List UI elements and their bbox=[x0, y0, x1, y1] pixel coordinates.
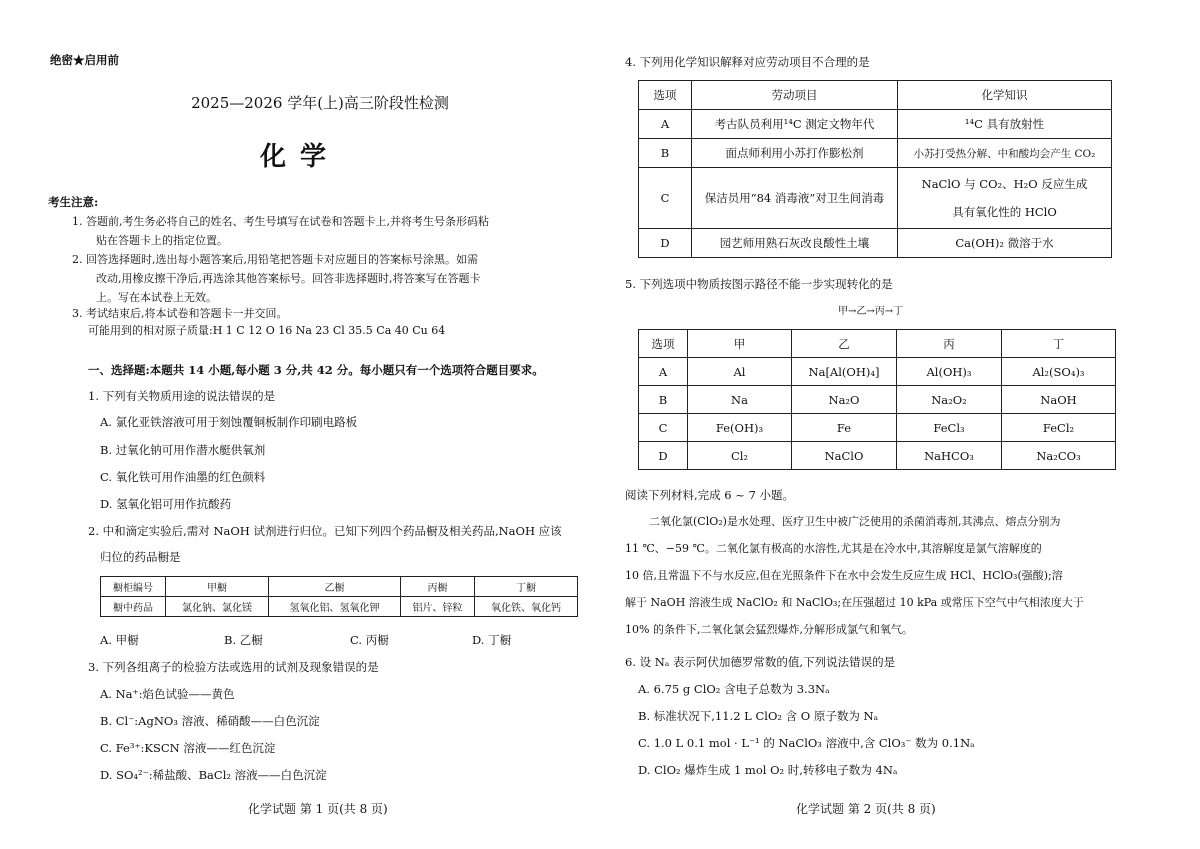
question-4: 4. 下列用化学知识解释对应劳动项目不合理的是 bbox=[625, 55, 870, 69]
q6-option-c: C. 1.0 L 0.1 mol · L⁻¹ 的 NaClO₃ 溶液中,含 ClO₃⁻ 数为 0.1Nₐ bbox=[638, 736, 975, 750]
t5-cell: FeCl₂ bbox=[1002, 414, 1116, 442]
notice-line: 1. 答题前,考生务必将自己的姓名、考生号填写在试卷和答题卡上,并将考生号条形码粘 bbox=[72, 215, 489, 228]
question-6: 6. 设 Nₐ 表示阿伏加德罗常数的值,下列说法错误的是 bbox=[625, 655, 896, 669]
q3-option-d: D. SO₄²⁻:稀盐酸、BaCl₂ 溶液——白色沉淀 bbox=[100, 768, 327, 782]
page-footer-left: 化学试题 第 1 页(共 8 页) bbox=[248, 802, 388, 816]
passage-line: 11 ℃、−59 ℃。二氧化氯有极高的水溶性,尤其是在冷水中,其溶解度是氯气溶解度的 bbox=[625, 542, 1042, 555]
t4-cell: 面点师利用小苏打作膨松剂 bbox=[692, 139, 898, 168]
t4-cell: C bbox=[639, 168, 692, 229]
question-1: 1. 下列有关物质用途的说法错误的是 bbox=[88, 389, 276, 403]
t5-cell: Na[Al(OH)₄] bbox=[792, 358, 897, 386]
cabinet-header: 甲橱 bbox=[166, 577, 269, 597]
notice-title: 考生注意: bbox=[48, 195, 99, 209]
q3-option-a: A. Na⁺:焰色试验——黄色 bbox=[100, 687, 235, 701]
t4-header: 化学知识 bbox=[898, 81, 1112, 110]
t4-cell: B bbox=[639, 139, 692, 168]
passage-line: 解于 NaOH 溶液生成 NaClO₂ 和 NaClO₃;在压强超过 10 kPa 或常压下空气中气相浓度大于 bbox=[625, 596, 1084, 609]
t4-cell: 考古队员利用¹⁴C 测定文物年代 bbox=[692, 110, 898, 139]
conversion-table bbox=[638, 329, 1116, 470]
t4-cell: D bbox=[639, 229, 692, 258]
t5-cell: D bbox=[639, 442, 688, 470]
cabinet-cell: 氧化铁、氧化钙 bbox=[474, 597, 577, 617]
t5-cell: B bbox=[639, 386, 688, 414]
q6-option-d: D. ClO₂ 爆炸生成 1 mol O₂ 时,转移电子数为 4Nₐ bbox=[638, 763, 898, 777]
cabinet-cell: 氯化钠、氯化镁 bbox=[166, 597, 269, 617]
t5-cell: Na₂CO₃ bbox=[1002, 442, 1116, 470]
q2-option-b: B. 乙橱 bbox=[224, 633, 263, 647]
notice-line: 2. 回答选择题时,选出每小题答案后,用铅笔把答题卡对应题目的答案标号涂黑。如需 bbox=[72, 253, 478, 266]
cabinet-cell: 铝片、锌粒 bbox=[401, 597, 475, 617]
subject-title: 化学 bbox=[259, 142, 340, 172]
t5-header: 丙 bbox=[897, 330, 1002, 358]
passage-line: 二氧化氯(ClO₂)是水处理、医疗卫生中被广泛使用的杀菌消毒剂,其沸点、熔点分别为 bbox=[649, 515, 1061, 528]
t4-cell: 保洁员用“84 消毒液”对卫生间消毒 bbox=[692, 168, 898, 229]
t5-cell: NaClO bbox=[792, 442, 897, 470]
passage-line: 10 倍,且常温下不与水反应,但在光照条件下在水中会发生反应生成 HCl、HClO₃(强酸);溶 bbox=[625, 569, 1063, 582]
notice-line: 3. 考试结束后,将本试卷和答题卡一并交回。 bbox=[72, 307, 288, 320]
t4-cell: A bbox=[639, 110, 692, 139]
notice-line: 贴在答题卡上的指定位置。 bbox=[96, 234, 228, 247]
question-2-cont: 归位的药品橱是 bbox=[100, 550, 181, 564]
cabinet-header: 丙橱 bbox=[401, 577, 475, 597]
t4-cell: Ca(OH)₂ 微溶于水 bbox=[898, 229, 1112, 258]
question-3: 3. 下列各组离子的检验方法或选用的试剂及现象错误的是 bbox=[88, 660, 379, 674]
t4-cell: 小苏打受热分解、中和酸均会产生 CO₂ bbox=[898, 139, 1112, 168]
cabinet-table bbox=[100, 576, 578, 617]
t4-cell: ¹⁴C 具有放射性 bbox=[898, 110, 1112, 139]
cabinet-header: 橱柜编号 bbox=[101, 577, 166, 597]
q6-option-b: B. 标准状况下,11.2 L ClO₂ 含 O 原子数为 Nₐ bbox=[638, 709, 879, 723]
t5-cell: Cl₂ bbox=[688, 442, 792, 470]
t5-cell: Fe(OH)₃ bbox=[688, 414, 792, 442]
t4-cell-line: NaClO 与 CO₂、H₂O 反应生成 bbox=[921, 177, 1088, 191]
cabinet-header: 丁橱 bbox=[474, 577, 577, 597]
t5-cell: A bbox=[639, 358, 688, 386]
t5-cell: NaHCO₃ bbox=[897, 442, 1002, 470]
t5-cell: C bbox=[639, 414, 688, 442]
conversion-path: 甲→乙→丙→丁 bbox=[838, 306, 904, 317]
t5-header: 选项 bbox=[639, 330, 688, 358]
q1-option-c: C. 氧化铁可用作油墨的红色颜料 bbox=[100, 470, 266, 484]
t4-header: 劳动项目 bbox=[692, 81, 898, 110]
t5-cell: FeCl₃ bbox=[897, 414, 1002, 442]
t5-header: 甲 bbox=[688, 330, 792, 358]
cabinet-cell: 氢氧化铝、氢氧化钾 bbox=[269, 597, 401, 617]
exam-title: 2025—2026 学年(上)高三阶段性检测 bbox=[191, 94, 449, 112]
section-heading: 一、选择题:本题共 14 小题,每小题 3 分,共 42 分。每小题只有一个选项符合题目要求。 bbox=[88, 363, 544, 377]
t5-cell: Al₂(SO₄)₃ bbox=[1002, 358, 1116, 386]
q2-option-a: A. 甲橱 bbox=[100, 633, 139, 647]
t4-cell-multiline bbox=[898, 168, 1112, 229]
q2-option-c: C. 丙橱 bbox=[350, 633, 389, 647]
q2-option-d: D. 丁橱 bbox=[472, 633, 512, 647]
q3-option-b: B. Cl⁻:AgNO₃ 溶液、稀硝酸——白色沉淀 bbox=[100, 714, 320, 728]
question-2: 2. 中和滴定实验后,需对 NaOH 试剂进行归位。已知下列四个药品橱及相关药品,NaOH 应该 bbox=[88, 524, 562, 538]
t5-cell: Na bbox=[688, 386, 792, 414]
t5-cell: Na₂O₂ bbox=[897, 386, 1002, 414]
t5-cell: Al bbox=[688, 358, 792, 386]
t4-header: 选项 bbox=[639, 81, 692, 110]
t5-cell: Al(OH)₃ bbox=[897, 358, 1002, 386]
passage-line: 10% 的条件下,二氧化氯会猛烈爆炸,分解形成氯气和氧气。 bbox=[625, 623, 913, 636]
question-5: 5. 下列选项中物质按图示路径不能一步实现转化的是 bbox=[625, 277, 893, 291]
confidential-label: 绝密★启用前 bbox=[50, 53, 119, 67]
page-footer-right: 化学试题 第 2 页(共 8 页) bbox=[796, 802, 936, 816]
notice-line: 改动,用橡皮擦干净后,再选涂其他答案标号。回答非选择题时,将答案写在答题卡 bbox=[96, 272, 481, 285]
t4-cell-line: 具有氧化性的 HClO bbox=[952, 205, 1057, 219]
t5-header: 丁 bbox=[1002, 330, 1116, 358]
t4-cell: 园艺师用熟石灰改良酸性土壤 bbox=[692, 229, 898, 258]
t5-cell: Fe bbox=[792, 414, 897, 442]
labor-table bbox=[638, 80, 1112, 258]
cabinet-cell: 橱中药品 bbox=[101, 597, 166, 617]
q6-option-a: A. 6.75 g ClO₂ 含电子总数为 3.3Nₐ bbox=[638, 682, 830, 696]
q1-option-d: D. 氢氧化铝可用作抗酸药 bbox=[100, 497, 232, 511]
q1-option-b: B. 过氧化钠可用作潜水艇供氧剂 bbox=[100, 443, 266, 457]
q1-option-a: A. 氯化亚铁溶液可用于刻蚀覆铜板制作印刷电路板 bbox=[100, 415, 358, 429]
notice-line: 上。写在本试卷上无效。 bbox=[96, 291, 217, 304]
t5-cell: NaOH bbox=[1002, 386, 1116, 414]
cabinet-header: 乙橱 bbox=[269, 577, 401, 597]
t5-header: 乙 bbox=[792, 330, 897, 358]
q3-option-c: C. Fe³⁺:KSCN 溶液——红色沉淀 bbox=[100, 741, 276, 755]
atomic-masses: 可能用到的相对原子质量:H 1 C 12 O 16 Na 23 Cl 35.5 Ca 40 Cu 64 bbox=[88, 324, 446, 337]
t5-cell: Na₂O bbox=[792, 386, 897, 414]
reading-instruction: 阅读下列材料,完成 6 ~ 7 小题。 bbox=[625, 488, 795, 502]
